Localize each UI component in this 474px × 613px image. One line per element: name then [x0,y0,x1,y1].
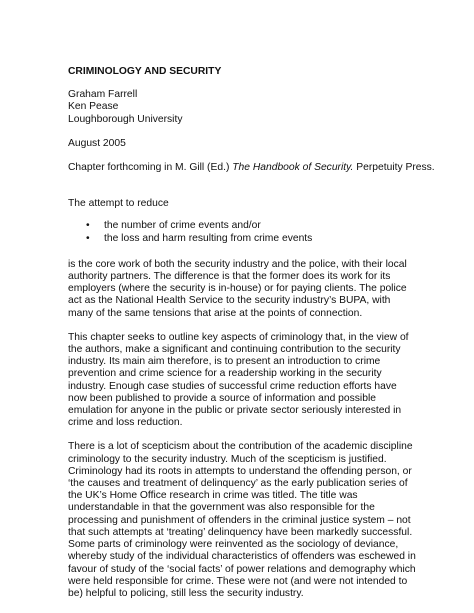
body-paragraph: This chapter seeks to outline key aspects of criminology that, in the view of the authors, make a significant and continuing contribution to the security industry. Its main aim therefore, is to present an introduction to crime prevention and crime science for a readership working in the security industry. Enough case studies of successful crime reduction efforts have now been published to provide a source of information and possible emulation for anyone in the public or private sector seriously interested in crime and loss reduction. [68,331,409,429]
author-name: Graham Farrell [68,89,138,101]
book-title: The Handbook of Security. [232,162,354,174]
author-block [68,89,418,126]
bullet-icon: • [86,220,90,232]
author-affiliation: Loughborough University [68,113,183,125]
chapter-suffix: Perpetuity Press. [353,162,435,174]
author-name: Ken Pease [68,101,119,113]
spacer [68,126,418,138]
list-item [86,220,418,232]
spacer [68,150,418,162]
list-item [86,233,418,245]
chapter-citation [68,162,435,174]
body-paragraph: is the core work of both the security industry and the police, with their local authority partners. The difference is that the former does its work for its employers (where the security is in-house) or for paying clients. The police act as the National Health Service to the security industry’s BUPA, with many of the same tensions that arise at the points of connection. [68,258,407,319]
list-item-text: the number of crime events and/or [104,220,261,232]
bullet-list [68,220,418,244]
document-date: August 2005 [68,137,126,149]
document-title: CRIMINOLOGY AND SECURITY [68,66,222,77]
bullet-icon: • [86,232,90,244]
intro-line: The attempt to reduce [68,198,169,210]
list-item-text: the loss and harm resulting from crime events [104,232,313,244]
document-page [68,66,435,612]
chapter-prefix: Chapter forthcoming in M. Gill (Ed.) [68,162,233,174]
body-paragraph: There is a lot of scepticism about the contribution of the academic discipline criminology to the security industry. Much of the scepticism is justified. Criminology had its roots in attempts to understand the offending person, or ‘the causes and treatment of delinquency’ as the early publication series of the UK’s Home Office research in crime was titled. The title was understandable in that the government was also responsible for the processing and punishment of offenders in the criminal justice system – not that such attempts at ‘treating’ delinquency have been markedly successful. Some parts of criminology were reinvented as the sociology of deviance, whereby study of the individual characteristics of offenders was eschewed in favour of study of the ‘social facts’ of power relations and demography which were held responsible for crime. These were not (and were not intended to be) helpful to policing, still less the security industry. [68,441,416,599]
